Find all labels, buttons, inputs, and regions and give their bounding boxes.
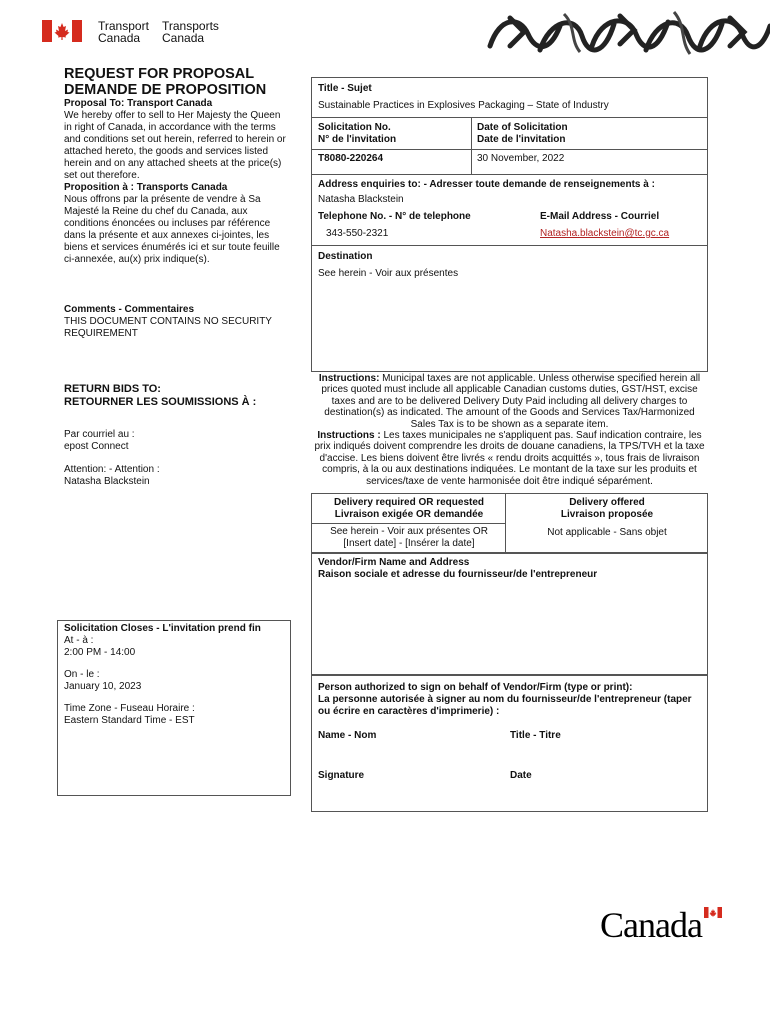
canada-wordmark: Canada [600, 905, 702, 945]
destination-label: Destination [318, 251, 373, 262]
closes-tz-label: Time Zone - Fuseau Horaire : [64, 703, 195, 714]
canada-flag-icon [42, 20, 82, 42]
solicitation-date-value: 30 November, 2022 [477, 153, 565, 164]
signer-label-fr: La personne autorisée à signer au nom du fournisseur/de l'entrepreneur (taper ou écrire en caractères d'imprimerie) : [318, 694, 692, 717]
instructions-en: Instructions: Municipal taxes are not applicable. Unless otherwise specified herein all prices quoted must include all applicable Canadian customs duties, GST/HST, excise taxes and are to be delivered Delivery Duty Paid including all delivery charges to destination(s) as indicated. The amount of the Goods and Services Tax/Harmonized Sales Tax is to be shown as a separate item. [318, 373, 701, 430]
return-bids-en: RETURN BIDS TO: [64, 383, 161, 395]
courier-label: Par courriel au : [64, 429, 135, 440]
signer-date-label: Date [510, 770, 532, 781]
delivery-box [311, 493, 708, 553]
closes-on-value: January 10, 2023 [64, 681, 142, 692]
delivery-offered-fr: Livraison proposée [560, 509, 654, 520]
delivery-offered-value: Not applicable - Sans objet [547, 527, 667, 538]
address-enquiries-value: Natasha Blackstein [318, 194, 404, 205]
comments-text: THIS DOCUMENT CONTAINS NO SECURITY REQUIREMENT [64, 316, 272, 339]
dept-name-en: Transport Canada [98, 19, 149, 45]
telephone-value: 343-550-2321 [326, 228, 389, 239]
proposal-to-en: Proposal To: Transport Canada [64, 98, 213, 109]
proposal-text-fr: Nous offrons par la présente de vendre à Sa Majesté la Reine du chef du Canada, aux conditions énoncées ou incluses par référence dans la présente et aux annexes ci-jointes, les biens et services énumérés ici et sur toute feuille ci-annexée, au(x) prix indique(s). [64, 194, 280, 265]
return-bids-section [64, 383, 294, 488]
comments-section [64, 304, 294, 340]
return-bids-fr: RETOURNER LES SOUMISSIONS À : [64, 396, 257, 408]
closes-at-label: At - à : [64, 635, 94, 646]
vendor-label-en: Vendor/Firm Name and Address [318, 557, 470, 568]
courier-value: epost Connect [64, 441, 129, 452]
solicitation-date-label-en: Date of Solicitation [477, 122, 568, 133]
dept-name-fr: Transports Canada [162, 19, 219, 45]
attention-label: Attention: - Attention : [64, 464, 160, 475]
solicitation-no-label-en: Solicitation No. [318, 122, 391, 133]
closes-on-label: On - le : [64, 669, 100, 680]
address-enquiries-label: Address enquiries to: - Adresser toute demande de renseignements à : [318, 179, 655, 190]
email-link[interactable]: Natasha.blackstein@tc.gc.ca [540, 228, 670, 239]
signer-label-en: Person authorized to sign on behalf of Vendor/Firm (type or print): [318, 682, 633, 693]
proposal-text-en: We hereby offer to sell to Her Majesty the Queen in right of Canada, in accordance with the terms and conditions set out herein, referred to herein or attached hereto, the goods and services listed herein and on any attached sheets at the price(s) set out therefore. [64, 110, 286, 181]
closes-label: Solicitation Closes - L'invitation prend fin [64, 623, 261, 634]
signature-label: Signature [318, 770, 365, 781]
vendor-label-fr: Raison sociale et adresse du fournisseur/de l'entrepreneur [318, 569, 598, 580]
canada-wordmark-flag-icon [704, 907, 722, 918]
delivery-offered-en: Delivery offered [569, 497, 645, 508]
delivery-required-en: Delivery required OR requested [333, 497, 485, 508]
email-label: E-Mail Address - Courriel [540, 211, 660, 222]
closes-tz-value: Eastern Standard Time - EST [64, 715, 195, 726]
closes-at-value: 2:00 PM - 14:00 [64, 647, 136, 658]
delivery-required-fr: Livraison exigée OR demandée [334, 509, 484, 520]
title-label: Title - Sujet [318, 83, 372, 94]
title-value: Sustainable Practices in Explosives Packaging – State of Industry [318, 100, 609, 111]
instructions-block [312, 373, 707, 487]
proposal-statement [64, 98, 289, 266]
delivery-required-value-2: [Insert date] - [Insérer la date] [343, 538, 475, 549]
proposal-to-fr: Proposition à : Transports Canada [64, 182, 228, 193]
document-title: REQUEST FOR PROPOSAL DEMANDE DE PROPOSITION [64, 66, 267, 98]
instructions-fr: Instructions : Les taxes municipales ne s'appliquent pas. Sauf indication contraire, les prix indiqués doivent comprendre les droits de douane canadiens, la TPS/TVH et la taxe d'accise. Les biens doivent être livrés « rendu droits acquittés », tous frais de livraison compris, à la ou aux destinations indiquées. Le montant de la taxe sur les produits et services/taxe de vente harmonisée doit être indiqué séparément. [314, 430, 705, 487]
vendor-box [311, 553, 708, 675]
decorative-pattern-icon [480, 6, 770, 60]
solicitation-closes-box [57, 620, 291, 796]
solicitation-info-box [311, 77, 708, 372]
signer-title-label: Title - Titre [510, 730, 561, 741]
signer-box [311, 675, 708, 812]
comments-label: Comments - Commentaires [64, 304, 195, 315]
solicitation-date-label-fr: Date de l'invitation [477, 134, 566, 145]
solicitation-no-label-fr: N° de l'invitation [318, 134, 397, 145]
destination-value: See herein - Voir aux présentes [318, 268, 459, 279]
delivery-required-value-1: See herein - Voir aux présentes OR [330, 526, 488, 537]
attention-value: Natasha Blackstein [64, 476, 150, 487]
signer-name-label: Name - Nom [318, 730, 377, 741]
telephone-label: Telephone No. - N° de telephone [318, 211, 471, 222]
solicitation-no-value: T8080-220264 [318, 153, 384, 164]
